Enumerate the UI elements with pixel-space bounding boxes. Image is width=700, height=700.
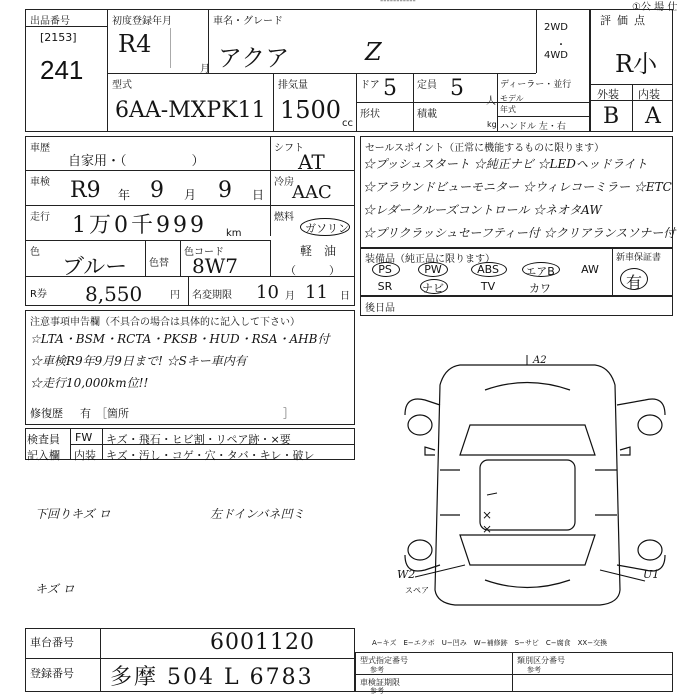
equip-abs-circle [471,262,507,277]
equip-pw: PW [424,263,442,276]
color-code-label: 色コード [184,247,224,258]
note-line: ☆車検R9年9月9日まで! ☆Sキー車内有 [30,354,247,368]
car-diagram [395,355,675,610]
color-label: 色 [30,247,40,258]
equip-navi-circle [420,279,448,294]
ac-value: AAC [292,182,332,203]
first-reg-month-unit: 月 [200,64,210,75]
top-scrawl: ----------- [380,0,416,6]
chassis-label: 車台番号 [30,636,74,649]
fuel-label: 燃料 [274,212,294,223]
load-unit: kg [487,120,497,129]
repair-history-value: 有 [80,407,91,420]
fw-items: キズ・飛石・ヒビ割・リペア跡・×要 [106,433,291,446]
recycle-unit: 円 [170,290,180,301]
ac-label: 冷房 [274,177,294,188]
category-ref: 参考 [527,666,541,674]
color-code-value: 8W7 [192,254,239,278]
diagram-mark-bottom-left: W2 [397,568,416,581]
equip-aw: AW [581,263,599,276]
diagram-mark-bottom-right: U1 [643,568,660,581]
sales-point-item: ☆レダークルーズコントロール ☆ネオタAW [363,203,602,217]
sales-point-item: ☆アラウンドビューモニター ☆ウィレコーミラー ☆ETC [363,180,672,194]
sales-point-item: ☆プリクラッシュセーフティー付 ☆クリアランスソナー付 [363,226,676,240]
interior-items: キズ・汚し・コゲ・穴・タバ・キレ・破レ [106,449,315,462]
equip-ps-circle [372,262,400,277]
first-reg-value: R4 [118,30,152,58]
equip-navi: ナビ [422,282,444,295]
equip-airbag-circle [522,262,560,277]
inspection-year-unit: 年 [118,188,131,202]
warranty-circle [620,268,648,290]
history-label: 車歴 [30,143,50,154]
first-reg-label: 初度登録年月 [112,16,172,27]
reg-deadline-label: 名変期限 [192,290,232,301]
car-grade-value: Z [365,38,382,66]
fw-label: FW [75,431,93,444]
capacity-value: 5 [450,76,464,101]
shape-label: 形状 [360,109,380,120]
shift-value: AT [298,150,325,174]
rating-exterior-label: 外装 [597,88,619,101]
note-line: ☆LTA・BSM・RCTA・PKSB・HUD・RSA・AHB付 [30,332,330,346]
mileage-unit: km [226,228,242,239]
lot-number: 241 [40,55,84,85]
repair-history-location: ［箇所 ］ [96,407,294,420]
mileage-value: 1万0千999 [72,213,207,238]
sales-point-item: ☆プッシュスタート ☆純正ナビ ☆LEDヘッドライト [363,157,648,171]
inspection-note: 左ドインバネ凹ミ [210,507,305,521]
reg-deadline-day: 11 [305,282,328,303]
category-label: 類別区分番号 [517,656,565,665]
diagram-mark-left-1: × [482,508,493,522]
inspection-label: 車検 [30,177,50,188]
plate-value: 多摩 504 L 6783 [110,665,314,690]
diagram-mark-spare: スペア [405,586,429,595]
recycle-value: 8,550 [85,282,143,306]
equip-pw-circle [418,262,448,277]
diagram-mark-left-2: × [482,522,493,536]
equip-abs: ABS [477,263,499,276]
inspection-note: 下回りキズ ロ [35,507,111,521]
drive-4wd: 4WD [544,50,568,61]
displacement-label: 排気量 [278,80,308,91]
color-value: ブルー [62,255,128,280]
inspection-month-unit: 月 [184,188,197,202]
rating-value: R小 [615,50,658,78]
inspection-month: 9 [150,178,164,203]
drive-dot: ・ [556,40,566,51]
model-value: 6AA-MXPK11 [115,98,266,123]
car-name-label: 車名・グレード [213,16,283,27]
equip-ps: PS [378,263,392,276]
displacement-value: 1500 [280,96,342,124]
interior-inspect-label: 内装 [74,449,96,462]
capacity-unit: 人 [486,96,496,107]
repair-history-label: 修復歴 [30,407,63,420]
fuel-other: （ ） [285,264,340,277]
inspection-era: R9 [70,178,101,203]
reg-deadline-month-unit: 月 [285,291,295,302]
history-value: 自家用・（ ） [68,154,205,169]
fuel-gasoline: ガソリン [305,222,349,235]
model-year-label-1: モデル [500,94,524,103]
chassis-value: 6001120 [210,630,315,655]
inspection-day-unit: 日 [252,188,265,202]
post-install-label: 後日品 [365,303,395,314]
reg-deadline-day-unit: 日 [340,291,350,302]
note-line: ☆走行10,000km位!! [30,376,149,390]
plate-label: 登録番号 [30,667,74,680]
model-label: 型式 [112,80,132,91]
cert-label: 車検証期限 [360,678,400,687]
post-install-section [360,296,673,316]
warranty-label: 新車保証書 [616,253,662,263]
top-right-stamp: ①公 場 仕 [632,2,678,13]
lot-sub-number: [2153] [40,31,77,44]
handle-label: ハンドル 左・右 [500,122,566,132]
mileage-label: 走行 [30,212,50,223]
equip-tv: TV [480,280,496,293]
color-plating-label: 色替 [149,258,169,269]
rating-label: 評価点 [600,14,651,27]
dealer-label: ディーラー・並行 [500,80,572,90]
equip-sr: SR [377,280,393,293]
inspection-note: キズ ロ [35,582,75,596]
inspector-label: 検査員 [27,433,60,446]
model-spec-label: 型式指定番号 [360,656,408,665]
diagram-mark-top: A2 [533,355,547,366]
rating-interior-value: A [645,104,661,129]
notes-header: 注意事項申告欄（不具合の場合は具体的に記入して下さい） [30,317,300,328]
model-spec-ref: 参考 [370,666,384,674]
model-year-label-2: 年式 [500,105,516,114]
cert-ref: 参考 [370,687,384,695]
fuel-diesel: 軽 油 [300,244,337,258]
displacement-unit: cc [342,118,353,129]
legend-line1: A−キズ E−エクボ U−凹み W−補修跡 S−サビ C−腐食 XX−交換 [372,639,608,647]
shift-label: シフト [274,143,304,154]
inspection-day: 9 [218,178,232,203]
load-label: 積載 [417,109,437,120]
sales-points-header: セールスポイント（正常に機能するものに限ります） [365,143,605,154]
lot-label: 出品番号 [30,16,70,27]
car-name-value: アクア [218,44,290,72]
rating-interior-label: 内装 [638,88,660,101]
reg-deadline-month: 10 [256,282,279,303]
equip-airbag: エアB [525,265,555,278]
recycle-label: R券 [30,289,47,300]
entry-label: 記入欄 [27,449,60,462]
equipment-header: 装備品（純正品に限ります） [365,254,495,265]
equip-leather: カワ [529,282,551,295]
drive-2wd: 2WD [544,22,568,33]
doors-value: 5 [383,76,397,101]
capacity-label: 定員 [417,80,437,91]
rating-exterior-value: B [603,104,620,129]
doors-label: ドア [360,80,380,91]
warranty-value: 有 [626,273,643,292]
